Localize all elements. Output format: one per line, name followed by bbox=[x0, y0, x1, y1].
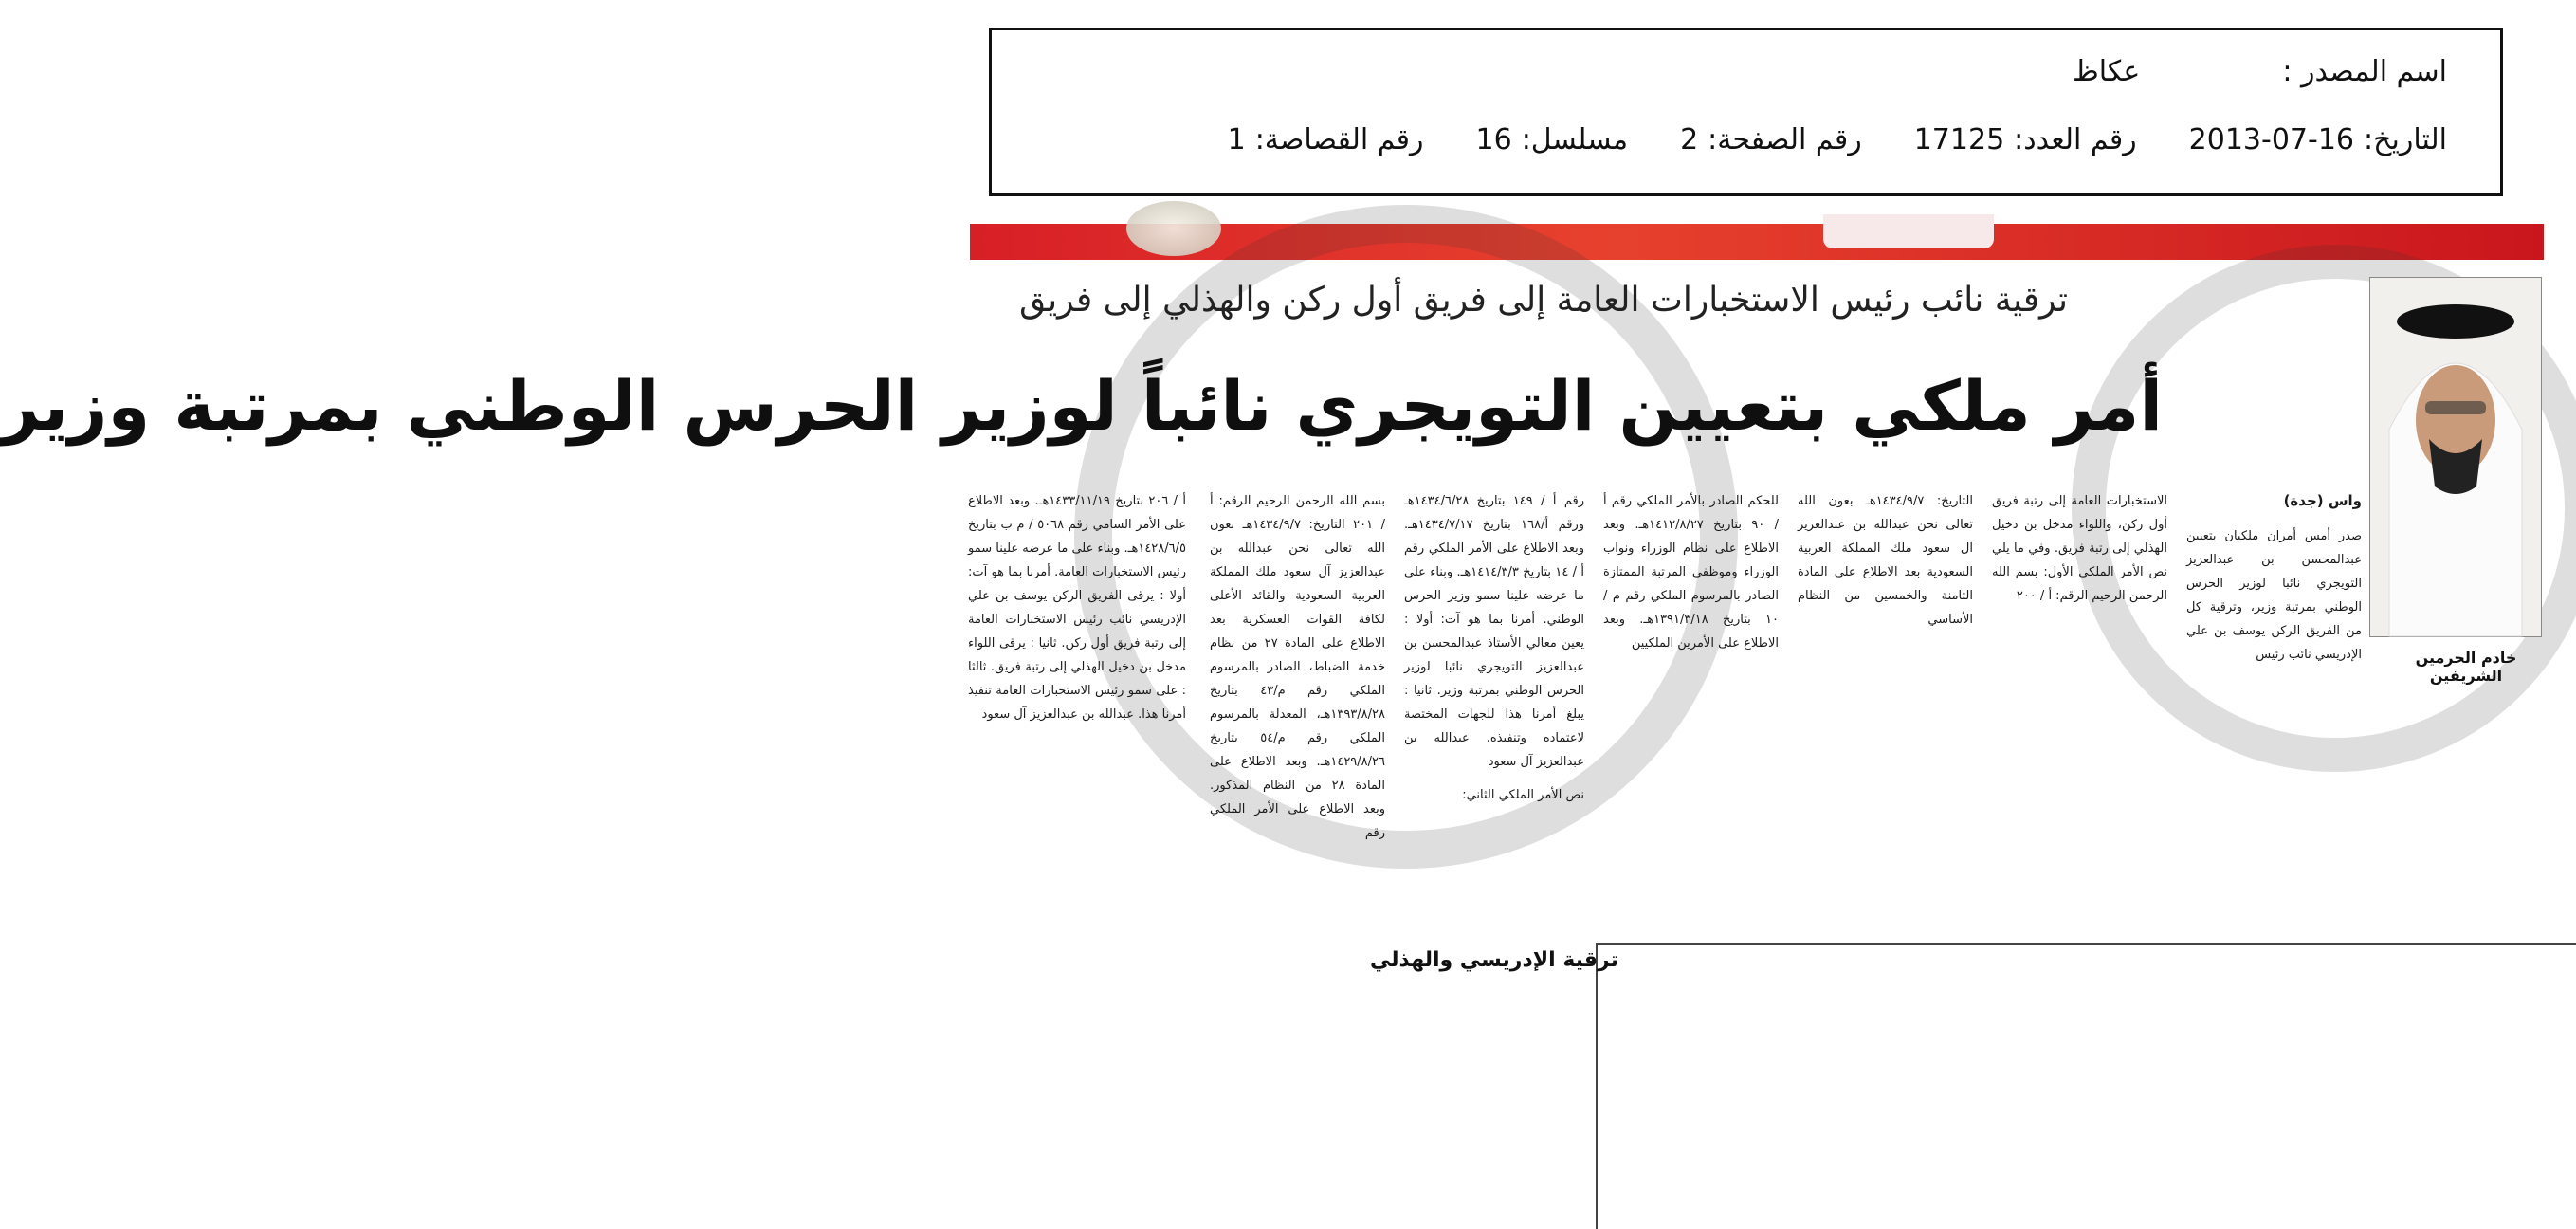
source-metadata-box bbox=[989, 28, 2503, 196]
column-text: صدر أمس أمران ملكيان بتعيين عبدالمحسن بن عبدالعزيز التويجري نائبا لوزير الحرس الوطني بمرتبة وزير، وترقية كل من الفريق الركن يوسف بن علي الإدريسي نائب رئيس bbox=[2186, 529, 2362, 662]
article-columns bbox=[959, 489, 2362, 982]
portrait-caption: خادم الحرمين الشريفين bbox=[2415, 649, 2517, 685]
article-byline: واس (جدة) bbox=[2283, 492, 2362, 509]
serial-label: مسلسل: bbox=[1521, 123, 1629, 156]
blank-ad-area bbox=[1596, 943, 2576, 1229]
details-row bbox=[1228, 123, 2447, 156]
article-subhead: ترقية نائب رئيس الاستخبارات العامة إلى فريق أول ركن والهذلي إلى فريق bbox=[1019, 281, 2068, 320]
date-pair bbox=[2189, 123, 2447, 156]
source-pair bbox=[2073, 55, 2447, 88]
article-column-4 bbox=[1603, 489, 1779, 655]
column-text: بسم الله الرحمن الرحيم الرقم: أ / ٢٠١ التاريخ: ١٤٣٤/٩/٧هـ بعون الله تعالى نحن عبدالله بن عبدالعزيز آل سعود ملك المملكة العربية السعودية والقائد الأعلى لكافة القوات العسكرية بعد الاطلاع على المادة ٢٧ من نظام خدمة الضباط، الصادر بالمرسوم الملكي رقم م/٤٣ بتاريخ ١٣٩٣/٨/٢٨هـ، المعدلة بالمرسوم الملكي رقم م/٥٤ بتاريخ ١٤٢٩/٨/٢٦هـ. وبعد الاطلاع على المادة ٢٨ من النظام المذكور. وبعد الاطلاع على الأمر الملكي رقم bbox=[1210, 494, 1386, 840]
date-value: 2013-07-16 bbox=[2188, 123, 2355, 156]
article-column-5 bbox=[1404, 489, 1584, 807]
issue-pair bbox=[1914, 123, 2137, 156]
serial-value: 16 bbox=[1475, 123, 1512, 156]
date-label: التاريخ: bbox=[2364, 123, 2447, 156]
column-text: الاستخبارات العامة إلى رتبة فريق أول ركن، واللواء مدخل بن دخيل الهذلي إلى رتبة فريق. وفي ما يلي نص الأمر الملكي الأول: بسم الله الرحمن الرحيم الرقم: أ / ٢٠٠ bbox=[1992, 494, 2167, 603]
issue-label: رقم العدد: bbox=[2014, 123, 2137, 156]
article-column-7 bbox=[968, 489, 1186, 726]
column-text: أ / ٢٠٦ بتاريخ ١٤٣٣/١١/١٩هـ. وبعد الاطلاع على الأمر السامي رقم ٥٠٦٨ / م ب بتاريخ ١٤٢٨/٦/٥هـ. وبناء على ما عرضه علينا سمو رئيس الاستخبارات العامة. أمرنا بما هو آت: أولا : يرقى الفريق الركن يوسف بن علي الإدريسي نائب رئيس الاستخبارات العامة إلى رتبة فريق أول ركن. ثانيا : يرقى اللواء مدخل بن دخيل الهذلي إلى رتبة فريق. ثالثا : على سمو رئيس الاستخبارات العامة تنفيذ أمرنا هذا. عبدالله بن عبدالعزيز آل سعود bbox=[968, 494, 1186, 722]
source-label: اسم المصدر : bbox=[2282, 55, 2447, 88]
article-column-1 bbox=[2186, 489, 2362, 667]
second-order-intro: نص الأمر الملكي الثاني: bbox=[1462, 788, 1584, 802]
clip-value: 1 bbox=[1227, 123, 1246, 156]
column-text: رقم أ / ١٤٩ بتاريخ ١٤٣٤/٦/٢٨هـ ورقم أ/١٦٨ بتاريخ ١٤٣٤/٧/١٧هـ. وبعد الاطلاع على الأمر الملكي رقم أ / ١٤ بتاريخ ١٤١٤/٣/٣هـ. وبناء على ما عرضه علينا سمو وزير الحرس الوطني. أمرنا بما هو آت: أولا : يعين معالي الأستاذ عبدالمحسن بن عبدالعزيز التويجري نائبا لوزير الحرس الوطني بمرتبة وزير. ثانيا : يبلغ أمرنا هذا للجهات المختصة لاعتماده وتنفيذه. عبدالله بن عبدالعزيز آل سعود bbox=[1404, 494, 1585, 769]
source-row bbox=[2073, 55, 2447, 88]
column-text: للحكم الصادر بالأمر الملكي رقم أ / ٩٠ بتاريخ ١٤١٢/٨/٢٧هـ. وبعد الاطلاع على نظام الوزراء ونواب الوزراء وموظفي المرتبة الممتازة الصادر بالمرسوم الملكي رقم م / ١٠ بتاريخ ١٣٩١/٣/١٨هـ. وبعد الاطلاع على الأمرين الملكيين bbox=[1603, 494, 1780, 651]
article-column-6 bbox=[1210, 489, 1385, 845]
newspaper-clipping bbox=[0, 224, 2561, 978]
page-label: رقم الصفحة: bbox=[1708, 123, 1862, 156]
article-column-2 bbox=[1992, 489, 2167, 608]
page-pair bbox=[1680, 123, 1862, 156]
issue-value: 17125 bbox=[1913, 123, 2005, 156]
article-column-3 bbox=[1798, 489, 1973, 632]
portrait-photo-icon bbox=[2370, 278, 2541, 636]
source-value: عكاظ bbox=[2072, 55, 2141, 88]
column-text: التاريخ: ١٤٣٤/٩/٧هـ بعون الله تعالى نحن عبدالله بن عبدالعزيز آل سعود ملك المملكة العربية السعودية بعد الاطلاع على المادة الثامنة والخمسين من النظام الأساسي bbox=[1798, 494, 1973, 627]
clip-label: رقم القصاصة: bbox=[1254, 123, 1424, 156]
section-subheading: ترقية الإدريسي والهذلي bbox=[1369, 948, 1618, 972]
clip-pair bbox=[1228, 123, 1424, 156]
article-headline: أمر ملكي بتعيين التويجري نائباً لوزير الحرس الوطني بمرتبة وزير bbox=[0, 366, 2163, 446]
page-value: 2 bbox=[1680, 123, 1699, 156]
king-portrait bbox=[2369, 277, 2542, 637]
serial-pair bbox=[1476, 123, 1629, 156]
